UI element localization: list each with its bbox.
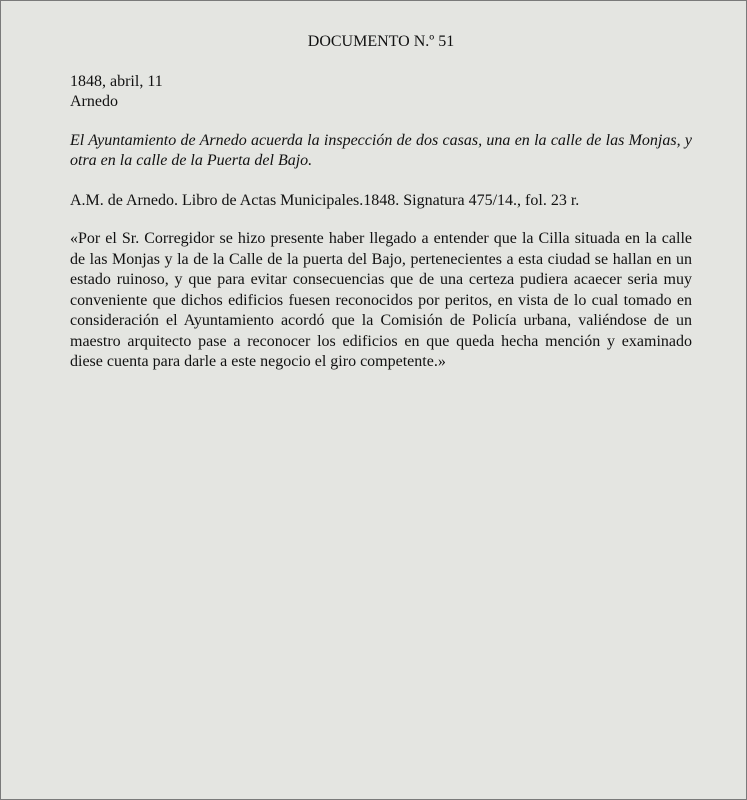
document-transcription: «Por el Sr. Corregidor se hizo presente haber llegado a entender que la Cilla situada en la calle de las Monjas y la de la Calle de la puerta del Bajo, pertenecientes a esta ciudad se hallan en un estado ruinoso, y que para evitar consecuencias que de una certeza pudiera acaecer seria muy conveniente que dichos edificios fuesen reconocidos por peritos, en vista de lo cual tomado en consideración el Ayuntamiento acordó que la Comisión de Policía urbana, valiéndose de un maestro arquitecto pase a reconocer los edificios en que queda hecha mención y examinado diese cuenta para darle a este negocio el giro competente.»	[70, 230, 692, 370]
document-summary: El Ayuntamiento de Arnedo acuerda la inspección de dos casas, una en la calle de las Monjas, y otra en la calle de la Puerta del Bajo.	[70, 131, 692, 169]
document-place: Arnedo	[70, 93, 118, 110]
document-source-reference: A.M. de Arnedo. Libro de Actas Municipales.1848. Signatura 475/14., fol. 23 r.	[70, 191, 580, 209]
document-date: 1848, abril, 11	[70, 72, 163, 90]
document-content	[70, 32, 692, 373]
document-title: DOCUMENTO N.º 51	[307, 33, 455, 50]
